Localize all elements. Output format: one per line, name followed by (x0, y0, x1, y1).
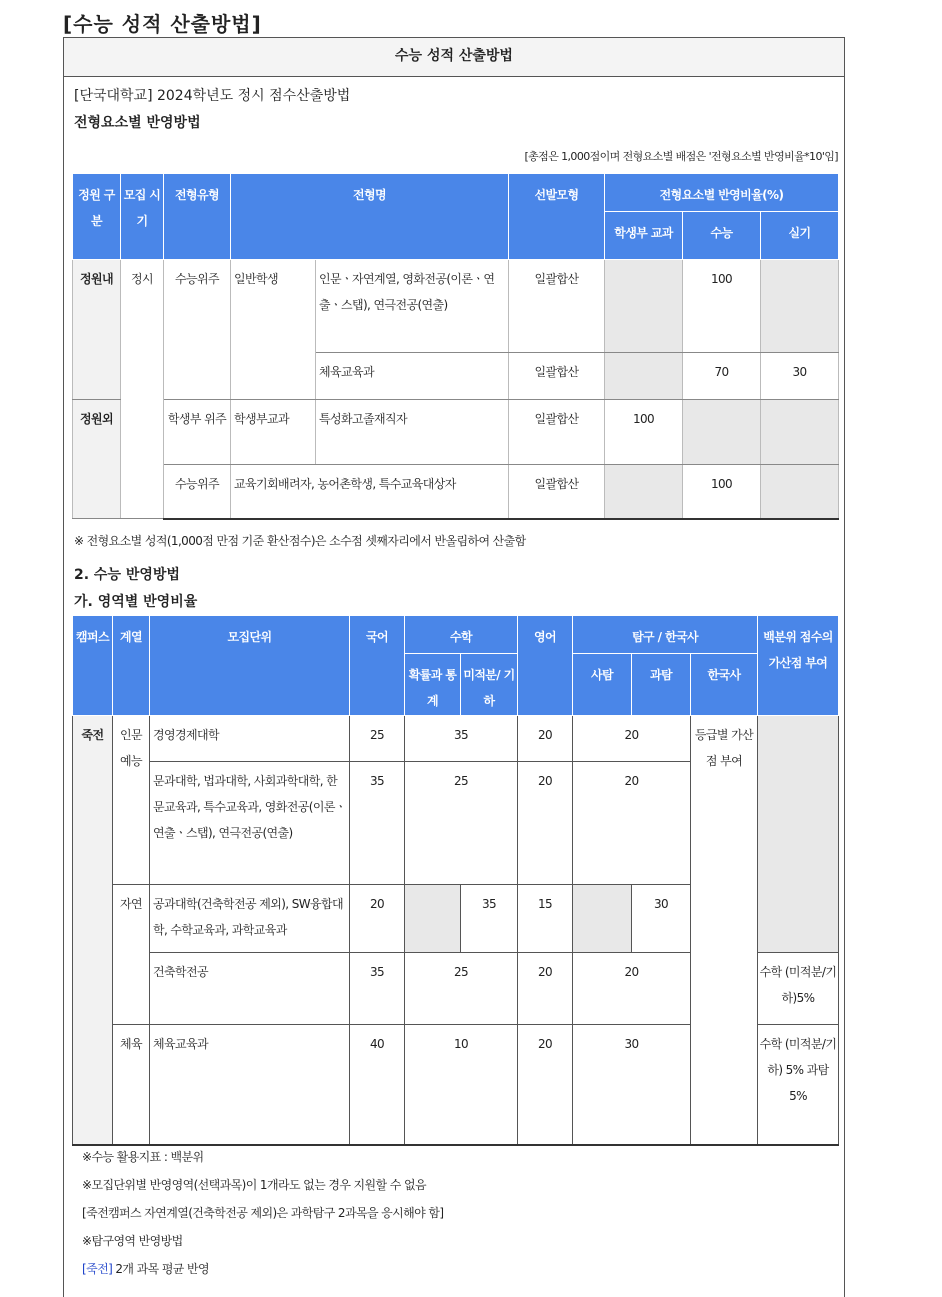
cell-inquiry: 30 (573, 1025, 691, 1145)
cell-inquiry: 20 (573, 716, 691, 762)
th-model: 선발모형 (509, 174, 605, 260)
cell-model: 일괄합산 (509, 353, 605, 400)
cell-science: 30 (632, 885, 691, 953)
cell-type: 학생부 위주 (164, 400, 231, 465)
cell-skill (761, 400, 839, 465)
cell-quota-in: 정원내 (73, 260, 121, 400)
th-skill: 실기 (761, 212, 839, 260)
section1-footnote: ※ 전형요소별 성적(1,000점 만점 기준 환산점수)은 소수점 셋째자리에서 반올림하여 산출함 (74, 534, 526, 548)
cell-history-note: 등급별 가산점 부여 (691, 716, 758, 1145)
th-track: 계열 (113, 616, 150, 716)
cell-model: 일괄합산 (509, 260, 605, 353)
cell-english: 20 (518, 716, 573, 762)
cell-name1: 학생부교과 (231, 400, 316, 465)
cell-math-stats (405, 885, 461, 953)
cell-model: 일괄합산 (509, 400, 605, 465)
cell-csat: 70 (683, 353, 761, 400)
content-frame (63, 37, 845, 1297)
th-math: 수학 (405, 616, 518, 654)
cell-math: 25 (405, 953, 518, 1025)
cell-campus: 죽전 (73, 716, 113, 1145)
cell-name2: 체육교육과 (316, 353, 509, 400)
th-name: 전형명 (231, 174, 509, 260)
frame-header: 수능 성적 산출방법 (64, 38, 844, 77)
cell-korean: 35 (350, 762, 405, 885)
cell-unit: 문과대학, 법과대학, 사회과학대학, 한문교육과, 특수교육과, 영화전공(이론ㆍ연출ㆍ스탭), 연극전공(연출) (150, 762, 350, 885)
th-campus: 캠퍼스 (73, 616, 113, 716)
cell-math: 35 (405, 716, 518, 762)
th-csat: 수능 (683, 212, 761, 260)
section2-heading: 2. 수능 반영방법 (74, 567, 180, 583)
th-period: 모집 시기 (121, 174, 164, 260)
footnote-line-last (82, 1255, 443, 1283)
cell-csat: 100 (683, 465, 761, 519)
section1-heading: 전형요소별 반영방법 (74, 115, 201, 131)
cell-math-calc: 35 (461, 885, 518, 953)
th-unit: 모집단위 (150, 616, 350, 716)
cell-csat (683, 400, 761, 465)
cell-name2: 특성화고졸재직자 (316, 400, 509, 465)
cell-korean: 35 (350, 953, 405, 1025)
cell-bonus: 수학 (미적분/기하) 5% 과탐 5% (758, 1025, 839, 1145)
cell-csat: 100 (683, 260, 761, 353)
cell-name2: 인문ㆍ자연계열, 영화전공(이론ㆍ연출ㆍ스탭), 연극전공(연출) (316, 260, 509, 353)
th-type: 전형유형 (164, 174, 231, 260)
cell-quota-out: 정원외 (73, 400, 121, 519)
cell-track: 체육 (113, 1025, 150, 1145)
cell-unit: 건축학전공 (150, 953, 350, 1025)
th-social: 사탐 (573, 654, 632, 716)
cell-period: 정시 (121, 260, 164, 519)
th-inquiry: 탐구 / 한국사 (573, 616, 758, 654)
cell-english: 20 (518, 762, 573, 885)
section1-note: [총점은 1,000점이며 전형요소별 배점은 '전형요소별 반영비율*10'임] (524, 150, 838, 163)
section2-footnotes (82, 1143, 443, 1283)
footnote-text: 2개 과목 평균 반영 (115, 1262, 209, 1276)
cell-english: 15 (518, 885, 573, 953)
cell-name: 교육기회배려자, 농어촌학생, 특수교육대상자 (231, 465, 509, 519)
footnote-line: ※탐구영역 반영방법 (82, 1234, 183, 1248)
th-science: 과탐 (632, 654, 691, 716)
th-korean: 국어 (350, 616, 405, 716)
cell-unit: 경영경제대학 (150, 716, 350, 762)
cell-track: 인문 예능 (113, 716, 150, 885)
cell-school: 100 (605, 400, 683, 465)
footnote-line: ※모집단위별 반영영역(선택과목)이 1개라도 없는 경우 지원할 수 없음 (82, 1178, 426, 1192)
cell-korean: 20 (350, 885, 405, 953)
cell-english: 20 (518, 1025, 573, 1145)
cell-korean: 25 (350, 716, 405, 762)
cell-skill (761, 465, 839, 519)
cell-bonus: 수학 (미적분/기하)5% (758, 953, 839, 1025)
th-english: 영어 (518, 616, 573, 716)
cell-type: 수능위주 (164, 465, 231, 519)
th-ratio-group: 전형요소별 반영비율(%) (605, 174, 839, 212)
cell-skill: 30 (761, 353, 839, 400)
cell-model: 일괄합산 (509, 465, 605, 519)
th-quota: 정원 구분 (73, 174, 121, 260)
section2-subheading: 가. 영역별 반영비율 (74, 594, 198, 610)
footnote-line: [죽전캠퍼스 자연계열(건축학전공 제외)은 과학탐구 2과목을 응시해야 함] (82, 1206, 444, 1220)
cell-type: 수능위주 (164, 260, 231, 400)
th-bonus: 백분위 점수의 가산점 부여 (758, 616, 839, 716)
cell-track: 자연 (113, 885, 150, 1025)
cell-skill (761, 260, 839, 353)
cell-social (573, 885, 632, 953)
th-math-stats: 확률과 통계 (405, 654, 461, 716)
cell-korean: 40 (350, 1025, 405, 1145)
cell-school (605, 353, 683, 400)
cell-inquiry: 20 (573, 953, 691, 1025)
page-title: [수능 성적 산출방법] (63, 12, 262, 36)
campus-tag: [죽전] (82, 1262, 113, 1276)
cell-english: 20 (518, 953, 573, 1025)
cell-name1: 일반학생 (231, 260, 316, 400)
th-school-record: 학생부 교과 (605, 212, 683, 260)
university-title: [단국대학교] 2024학년도 정시 점수산출방법 (74, 88, 351, 104)
cell-inquiry: 20 (573, 762, 691, 885)
th-math-calc: 미적분/ 기하 (461, 654, 518, 716)
cell-unit: 체육교육과 (150, 1025, 350, 1145)
cell-math: 25 (405, 762, 518, 885)
subject-ratio-table (72, 615, 839, 1146)
cell-school (605, 465, 683, 519)
footnote-line: ※수능 활용지표 : 백분위 (82, 1150, 204, 1164)
th-history: 한국사 (691, 654, 758, 716)
cell-unit: 공과대학(건축학전공 제외), SW융합대학, 수학교육과, 과학교육과 (150, 885, 350, 953)
cell-math: 10 (405, 1025, 518, 1145)
admission-ratio-table (72, 173, 839, 520)
cell-bonus (758, 716, 839, 953)
cell-school (605, 260, 683, 353)
